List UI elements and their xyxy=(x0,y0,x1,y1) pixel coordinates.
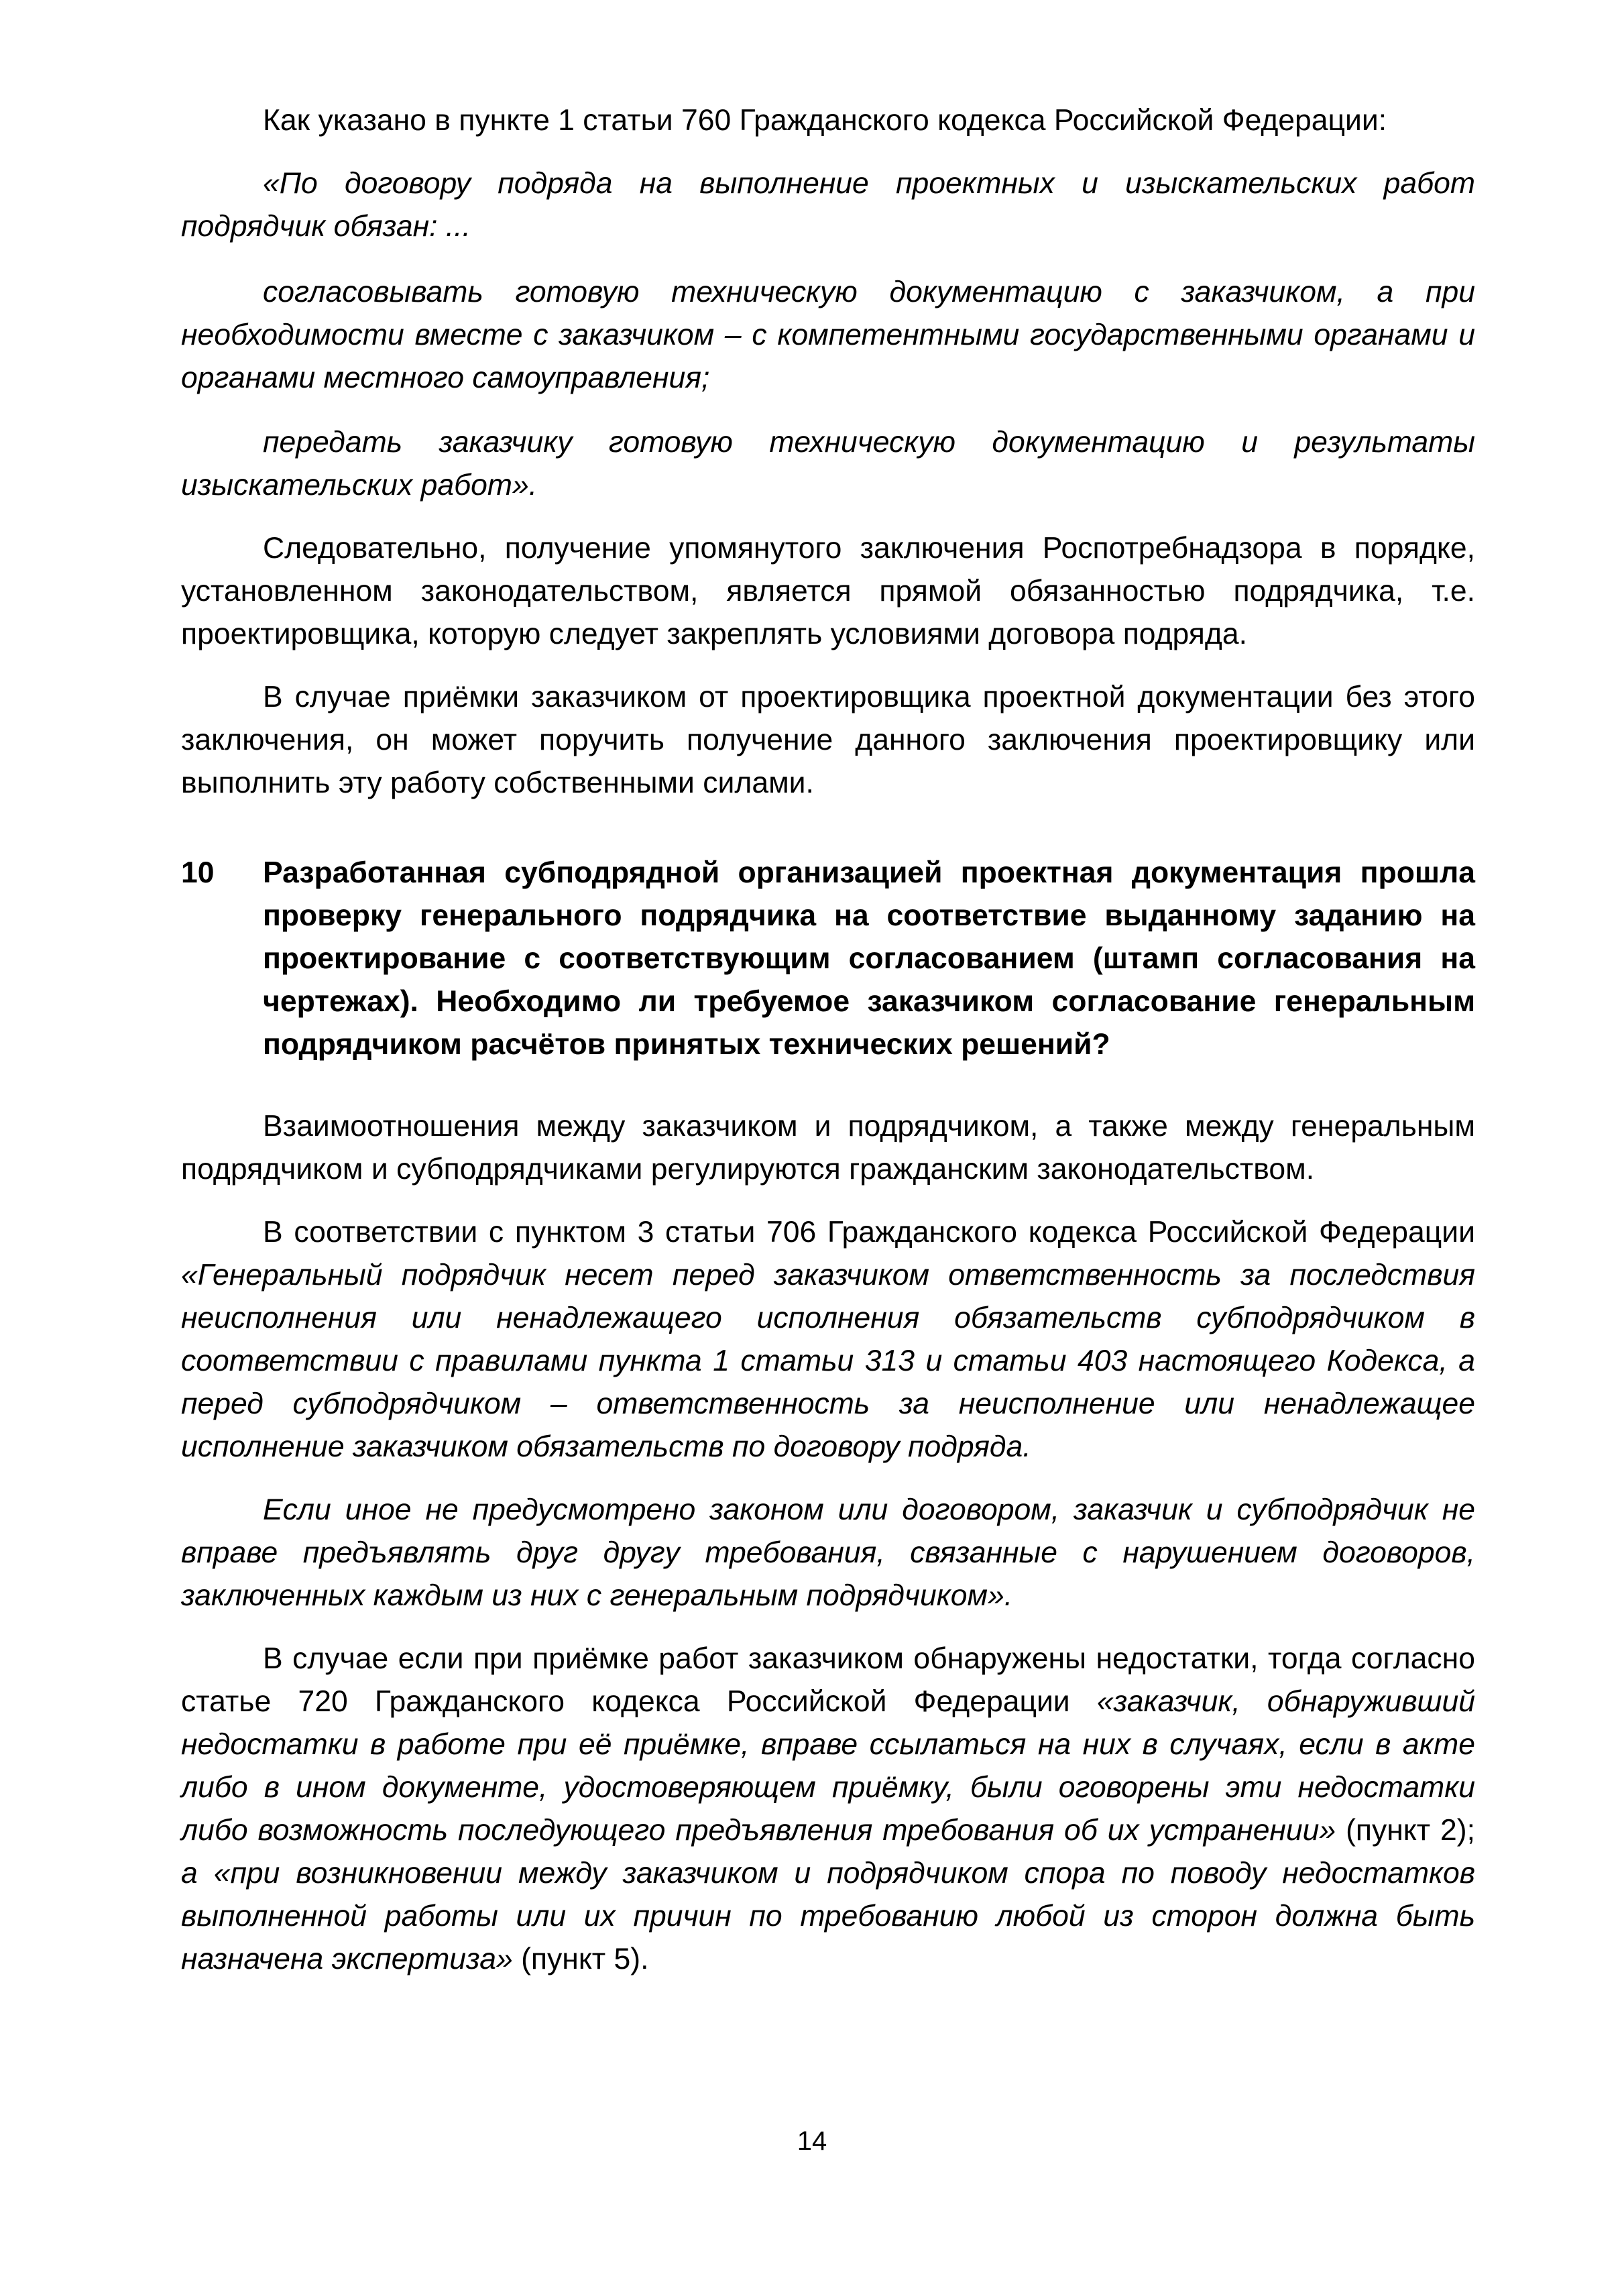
answer-lead-text: В случае если при приёмке работ заказчиком обнаружены недостатки, тогда согласно статье 720 Гражданского кодекса Российской Федерации xyxy=(181,1642,1475,1718)
quote-paragraph-3 xyxy=(181,421,1475,507)
quote-text: «По договору подряда на выполнение проектных и изыскательских работ подрядчик обязан: ... xyxy=(181,167,1475,243)
answer-mid-text: (пункт 2); xyxy=(1336,1814,1475,1847)
answer-paragraph-article-706 xyxy=(181,1211,1475,1469)
document-page xyxy=(181,99,1475,1981)
answer-lead-text: В соответствии с пунктом 3 статьи 706 Гражданского кодекса Российской Федерации xyxy=(263,1216,1475,1249)
answer-paragraph-article-720 xyxy=(181,1638,1475,1981)
answer-tail-text: (пункт 5). xyxy=(512,1943,649,1975)
answer-paragraph-exception xyxy=(181,1489,1475,1617)
answer-quote-text: Если иное не предусмотрено законом или договором, заказчик и субподрядчик не вправе предъявлять друг другу требования, связанные с нарушением договоров, заключенных каждым из них с генеральным подрядчиком». xyxy=(181,1493,1475,1612)
body-paragraph-acceptance: В случае приёмки заказчиком от проектировщика проектной документации без этого заключения, он может поручить получение данного заключения проектировщику или выполнить эту работу собственными силами. xyxy=(181,681,1475,799)
page-number: 14 xyxy=(797,2126,827,2156)
answer-paragraph-relations: Взаимоотношения между заказчиком и подрядчиком, а также между генеральным подрядчиком и субподрядчиками регулируются гражданским законодательством. xyxy=(181,1110,1475,1186)
body-paragraph-consequence: Следовательно, получение упомянутого заключения Роспотребнадзора в порядке, установленном законодательством, является прямой обязанностью подрядчика, т.е. проектировщика, которую следует закреплять условиями договора подряда. xyxy=(181,532,1475,650)
quote-paragraph-1 xyxy=(181,162,1475,248)
question-number: 10 xyxy=(181,856,215,889)
quote-text: согласовывать готовую техническую документацию с заказчиком, а при необходимости вместе с заказчиком – с компетентными государственными органами и органами местного самоуправления; xyxy=(181,276,1475,394)
answer-quote-text: а «при возникновении между заказчиком и подрядчиком спора по поводу недостатков выполненной работы или их причин по требованию любой из сторон должна быть назначена экспертиза» xyxy=(181,1857,1475,1975)
quote-paragraph-2 xyxy=(181,271,1475,400)
question-text: Разработанная субподрядной организацией проектная документация прошла проверку генерального подрядчика на соответствие выданному заданию на проектирование с соответствующим согласованием (штамп согласования на чертежах). Необходимо ли требуемое заказчиком согласование генеральным подрядчиком расчётов принятых технических решений? xyxy=(263,856,1475,1061)
intro-paragraph: Как указано в пункте 1 статьи 760 Гражданского кодекса Российской Федерации: xyxy=(263,104,1387,137)
question-block xyxy=(181,852,1475,1066)
answer-quote-text: «Генеральный подрядчик несет перед заказчиком ответственность за последствия неисполнения или ненадлежащего исполнения обязательств субподрядчиком в соответствии с правилами пункта 1 статьи 313 и статьи 403 настоящего Кодекса, а перед субподрядчиком – ответственность за неисполнение или ненадлежащее исполнение заказчиком обязательств по договору подряда. xyxy=(181,1259,1475,1463)
answer-quote-text: «заказчик, обнаруживший недостатки в работе при её приёмке, вправе ссылаться на них в случаях, если в акте либо в ином документе, удостоверяющем приёмку, были оговорены эти недостатки либо возможность последующего предъявления требования об их устранении» xyxy=(181,1685,1475,1847)
quote-text: передать заказчику готовую техническую документацию и результаты изыскательских работ». xyxy=(181,426,1475,502)
